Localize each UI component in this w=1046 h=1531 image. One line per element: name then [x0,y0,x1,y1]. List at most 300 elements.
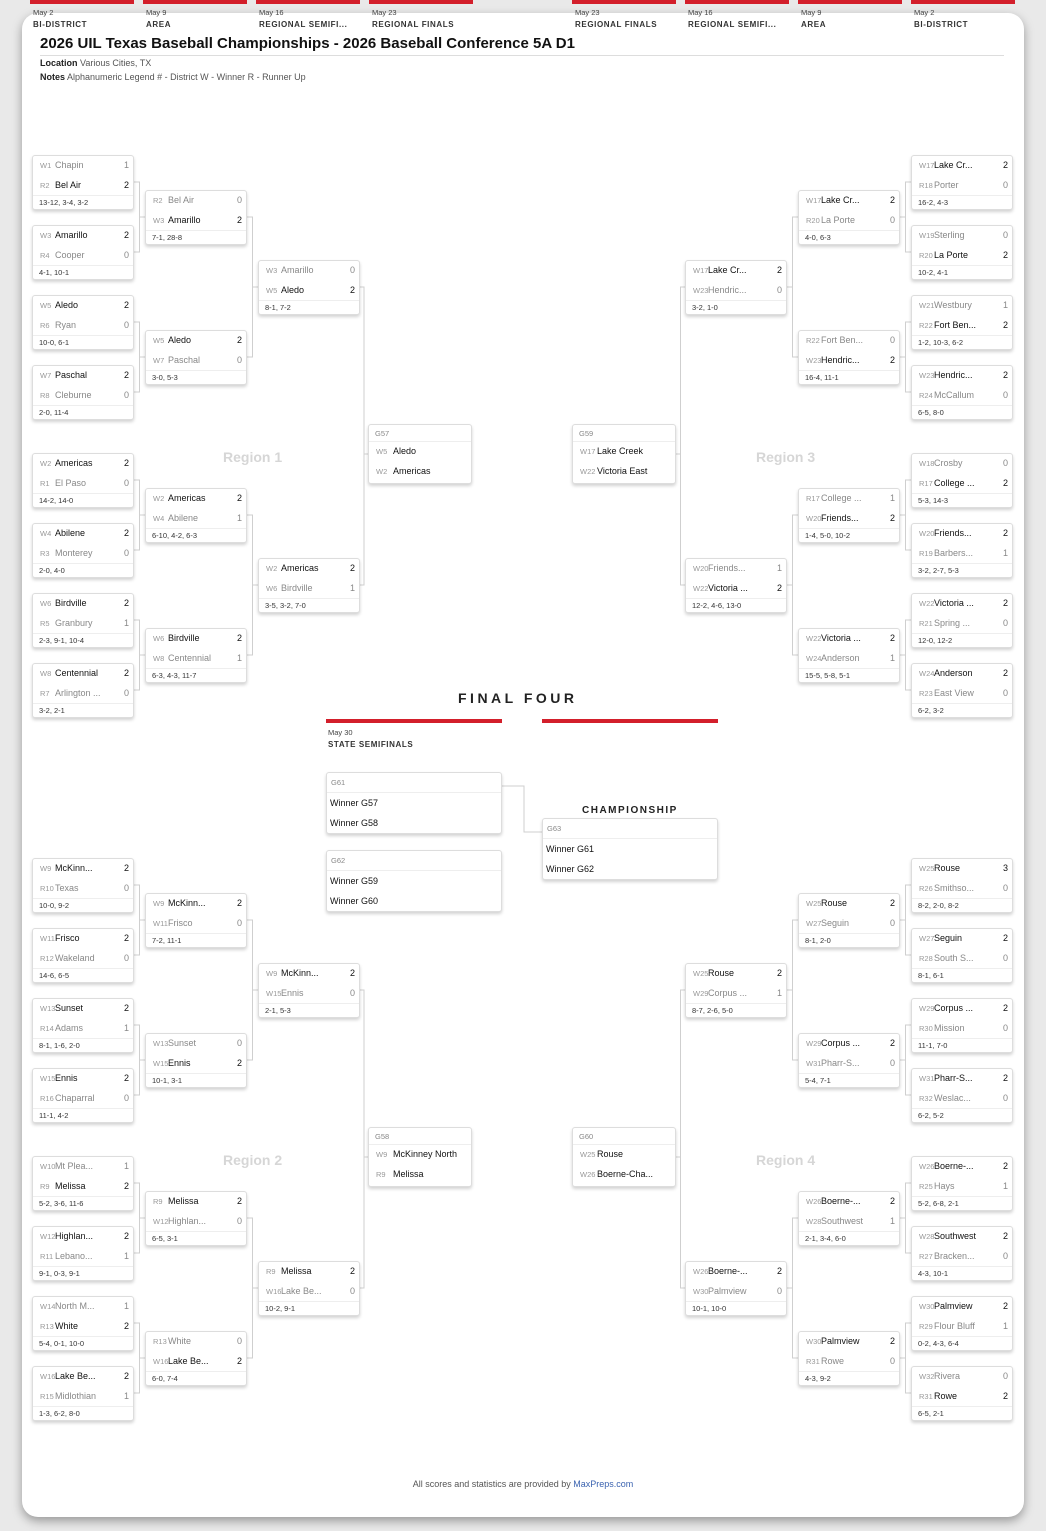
team-row[interactable] [912,246,1012,266]
team-row[interactable] [912,1247,1012,1267]
team-score: 2 [236,214,242,225]
team-score: 0 [236,1215,242,1226]
team-row[interactable] [799,489,899,509]
team-row[interactable] [33,1019,133,1039]
team-score: 2 [123,933,129,943]
bidistrict-right-match[interactable] [911,523,1013,578]
team-row[interactable] [33,1089,133,1109]
series-scores: 8-1, 7-2 [259,300,359,314]
team-row[interactable]: Winner G58 [330,818,379,828]
team-row[interactable] [33,386,133,406]
bidistrict-left-match[interactable] [32,365,134,420]
regsemi-left-match[interactable] [258,963,360,1018]
area-left-match[interactable] [145,1331,247,1386]
maxpreps-link[interactable]: MaxPreps.com [573,1479,634,1489]
bidistrict-left-match[interactable] [32,1068,134,1123]
area-right-match[interactable] [798,628,900,683]
team-score: 2 [1002,668,1008,678]
team-row[interactable] [912,999,1012,1019]
team-row[interactable] [799,191,899,211]
team-row[interactable] [912,1177,1012,1197]
team-seed: W6 [266,583,278,593]
team-row[interactable] [369,1145,471,1165]
team-row[interactable] [912,474,1012,494]
bidistrict-right-match[interactable] [911,928,1013,983]
team-row[interactable] [146,1212,246,1232]
bidistrict-left-match[interactable] [32,155,134,210]
team-score: 2 [889,195,895,205]
team-row[interactable] [259,579,359,599]
team-row[interactable] [146,894,246,914]
team-name: Adams [55,1022,84,1033]
team-row[interactable] [33,474,133,494]
team-name: Ennis [55,1073,78,1083]
team-row[interactable] [259,984,359,1004]
team-seed: W9 [266,969,278,978]
team-name: Anderson [934,668,973,678]
team-row[interactable] [912,684,1012,704]
team-score: 2 [1002,370,1008,380]
team-row[interactable] [912,1157,1012,1177]
area-right-match[interactable] [798,488,900,543]
team-name: Melissa [281,1266,312,1276]
team-row[interactable] [912,544,1012,564]
team-row[interactable] [686,579,786,599]
bidistrict-right-match[interactable] [911,1366,1013,1421]
team-row[interactable] [33,1247,133,1267]
team-row[interactable] [33,454,133,474]
team-row[interactable] [146,331,246,351]
team-row[interactable] [259,261,359,281]
team-row[interactable] [686,281,786,301]
game-id: G58 [369,1128,471,1145]
bidistrict-right-match[interactable] [911,453,1013,508]
team-row[interactable] [686,1262,786,1282]
team-seed: W27 [919,934,935,943]
team-score: 0 [889,917,895,928]
team-name: Hays [934,1180,955,1191]
championship-label: CHAMPIONSHIP [582,805,678,816]
round-date: May 2 [914,8,935,17]
team-row[interactable] [33,949,133,969]
team-row[interactable] [33,929,133,949]
team-row[interactable] [33,999,133,1019]
bidistrict-left-match[interactable] [32,1156,134,1211]
team-name: Paschal [168,354,201,365]
team-name: Highlan... [168,1215,207,1226]
bidistrict-right-match[interactable] [911,998,1013,1053]
bidistrict-right-match[interactable] [911,1068,1013,1123]
team-seed: R7 [40,688,50,698]
bidistrict-left-match[interactable] [32,523,134,578]
team-score: 0 [123,249,129,260]
series-scores: 5-2, 6-8, 2-1 [912,1196,1012,1210]
team-row[interactable] [33,246,133,266]
team-row[interactable] [912,226,1012,246]
team-row[interactable] [912,386,1012,406]
area-right-match[interactable] [798,330,900,385]
team-name: Victoria ... [708,582,748,593]
team-row[interactable] [33,544,133,564]
team-row[interactable] [799,649,899,669]
team-name: Crosby [934,458,963,468]
team-seed: R3 [40,548,50,558]
team-row[interactable] [912,156,1012,176]
team-row[interactable] [33,664,133,684]
team-name: Wakeland [55,952,95,963]
team-row[interactable] [33,1157,133,1177]
team-row[interactable] [912,859,1012,879]
team-seed: W15 [40,1074,56,1083]
team-seed: W9 [153,899,165,908]
regsemi-right-match[interactable] [685,1261,787,1316]
team-row[interactable] [259,1282,359,1302]
team-row[interactable] [33,879,133,899]
team-row[interactable]: Winner G60 [330,896,379,906]
team-row[interactable] [799,1352,899,1372]
bidistrict-right-match[interactable] [911,155,1013,210]
bidistrict-right-match[interactable] [911,225,1013,280]
bidistrict-left-match[interactable] [32,295,134,350]
area-right-match[interactable] [798,190,900,245]
series-scores: 10-2, 9-1 [259,1301,359,1315]
team-row[interactable] [912,176,1012,196]
team-name: Palmview [821,1336,860,1346]
team-name: Lake Cr... [821,195,860,205]
state-semifinal-g61[interactable] [326,772,502,834]
team-row[interactable] [573,1145,675,1165]
team-seed: R20 [806,215,820,225]
team-row[interactable] [799,1212,899,1232]
team-seed: W5 [40,301,52,310]
round-header-regsemi-left [256,0,360,34]
team-row[interactable] [912,1069,1012,1089]
team-row[interactable] [146,351,246,371]
team-row[interactable] [799,894,899,914]
team-row[interactable] [33,1317,133,1337]
team-row[interactable] [912,1019,1012,1039]
regsemi-right-match[interactable] [685,558,787,613]
team-row[interactable] [799,211,899,231]
team-row[interactable] [799,509,899,529]
team-name: Rowe [934,1390,958,1401]
team-row[interactable] [573,462,675,482]
team-score: 2 [123,230,129,240]
team-row[interactable] [146,914,246,934]
team-row[interactable] [33,1387,133,1407]
team-name: Aledo [168,335,192,345]
area-left-match[interactable] [145,330,247,385]
team-row[interactable] [33,316,133,336]
state-semifinal-g62[interactable] [326,850,502,912]
bidistrict-right-match[interactable] [911,1156,1013,1211]
team-row[interactable] [146,489,246,509]
team-row[interactable] [912,1227,1012,1247]
series-scores: 8-2, 2-0, 8-2 [912,898,1012,912]
team-row[interactable] [33,1227,133,1247]
team-seed: W2 [153,494,165,503]
team-name: Melissa [168,1196,199,1206]
team-row[interactable] [912,949,1012,969]
team-row[interactable] [799,1034,899,1054]
team-row[interactable] [33,176,133,196]
team-row[interactable]: Winner G59 [330,876,379,886]
team-row[interactable] [146,1034,246,1054]
team-score: 0 [1002,952,1008,963]
team-row[interactable] [573,1165,675,1185]
team-row[interactable] [799,331,899,351]
team-name: Mission [934,1022,965,1033]
team-row[interactable] [912,316,1012,336]
team-seed: R22 [806,336,820,345]
team-seed: R19 [919,548,933,558]
bidistrict-right-match[interactable] [911,858,1013,913]
team-row[interactable] [912,929,1012,949]
team-row[interactable] [33,1367,133,1387]
round-date: May 23 [372,8,397,17]
team-row[interactable] [146,1332,246,1352]
championship-g63[interactable] [542,818,718,880]
team-row[interactable] [369,462,471,482]
bidistrict-left-match[interactable] [32,453,134,508]
team-score: 1 [776,987,782,998]
team-row[interactable] [369,442,471,462]
team-row[interactable] [146,211,246,231]
area-left-match[interactable] [145,1033,247,1088]
team-row[interactable] [799,629,899,649]
team-score: 0 [349,265,355,275]
area-right-match[interactable] [798,1331,900,1386]
bidistrict-left-match[interactable] [32,998,134,1053]
team-score: 2 [776,968,782,978]
team-row[interactable] [912,1317,1012,1337]
area-left-match[interactable] [145,190,247,245]
team-row[interactable] [912,366,1012,386]
team-seed: W25 [806,899,822,908]
area-left-match[interactable] [145,628,247,683]
bidistrict-right-match[interactable] [911,365,1013,420]
team-seed: R9 [376,1169,386,1179]
area-right-match[interactable] [798,1033,900,1088]
team-row[interactable] [33,296,133,316]
team-seed: W10 [40,1162,56,1171]
team-row[interactable] [799,914,899,934]
team-row[interactable] [259,1262,359,1282]
team-name: Boerne-Cha... [597,1168,654,1179]
team-row[interactable] [686,964,786,984]
team-row[interactable] [146,1192,246,1212]
team-row[interactable] [33,226,133,246]
team-row[interactable] [259,964,359,984]
team-row[interactable] [146,509,246,529]
team-seed: W9 [376,1150,388,1159]
team-seed: W27 [806,918,822,928]
team-name: Anderson [821,652,860,663]
team-name: Rouse [821,898,848,908]
team-seed: W17 [806,196,822,205]
series-scores: 14-6, 6-5 [33,968,133,982]
team-row[interactable] [799,1054,899,1074]
team-name: College ... [821,493,862,503]
team-row[interactable] [912,1297,1012,1317]
team-row[interactable]: Winner G62 [546,864,595,874]
team-name: Westbury [934,300,972,310]
region-label-2: Region 2 [223,1152,283,1168]
bidistrict-right-match[interactable] [911,663,1013,718]
area-right-match[interactable] [798,1191,900,1246]
team-name: Seguin [821,917,850,928]
game-id: G62 [327,851,501,871]
team-name: Abilene [55,528,86,538]
regional-final-g59[interactable] [572,424,676,484]
team-score: 2 [776,265,782,275]
team-row[interactable] [33,366,133,386]
regional-final-g57[interactable] [368,424,472,484]
team-score: 0 [236,1336,242,1346]
team-name: North M... [55,1301,95,1311]
team-row[interactable] [259,559,359,579]
team-name: Weslac... [934,1092,971,1103]
team-row[interactable] [33,614,133,634]
team-row[interactable] [33,684,133,704]
team-row[interactable] [912,664,1012,684]
series-scores: 16-4, 11-1 [799,370,899,384]
team-row[interactable] [146,629,246,649]
team-row[interactable] [33,1069,133,1089]
team-score: 0 [1002,617,1008,628]
team-name: Granbury [55,617,93,628]
area-left-match[interactable] [145,488,247,543]
team-row[interactable] [686,1282,786,1302]
team-row[interactable] [33,594,133,614]
team-name: Palmview [934,1301,973,1311]
bidistrict-right-match[interactable] [911,1296,1013,1351]
regsemi-left-match[interactable] [258,260,360,315]
team-row[interactable] [912,454,1012,474]
bidistrict-left-match[interactable] [32,1366,134,1421]
team-seed: R30 [919,1023,933,1033]
team-row[interactable] [799,1192,899,1212]
team-row[interactable] [912,1089,1012,1109]
team-row[interactable] [146,649,246,669]
regsemi-right-match[interactable] [685,963,787,1018]
team-name: South S... [934,952,974,963]
team-seed: R32 [919,1093,933,1103]
series-scores: 10-1, 10-0 [686,1301,786,1315]
bidistrict-left-match[interactable] [32,928,134,983]
bidistrict-left-match[interactable] [32,858,134,913]
regional-final-g58[interactable] [368,1127,472,1187]
team-seed: R10 [40,883,54,893]
team-row[interactable] [146,1054,246,1074]
team-seed: W17 [580,447,596,456]
team-row[interactable] [912,1367,1012,1387]
team-name: Southwest [934,1231,977,1241]
team-row[interactable] [369,1165,471,1185]
series-scores: 5-2, 3-6, 11-6 [33,1196,133,1210]
notes-label: Notes [40,72,66,82]
team-row[interactable] [912,1387,1012,1407]
regsemi-right-match[interactable] [685,260,787,315]
team-row[interactable] [912,614,1012,634]
bidistrict-left-match[interactable] [32,593,134,648]
bidistrict-left-match[interactable] [32,663,134,718]
team-seed: W22 [693,583,709,593]
semis-date: May 30 [328,728,353,737]
team-seed: W26 [580,1169,596,1179]
team-score: 2 [236,633,242,643]
team-name: Birdville [168,633,200,643]
team-row[interactable] [912,524,1012,544]
team-row[interactable] [146,1352,246,1372]
team-score: 2 [123,300,129,310]
team-score: 2 [236,493,242,503]
team-seed: R20 [919,250,933,260]
team-row[interactable] [33,156,133,176]
team-score: 0 [889,1355,895,1366]
team-row[interactable] [573,442,675,462]
team-row[interactable]: Winner G57 [330,798,379,808]
team-seed: R9 [153,1197,163,1206]
team-score: 0 [123,1092,129,1103]
team-row[interactable] [33,859,133,879]
team-name: East View [934,687,974,698]
team-seed: W32 [919,1372,935,1381]
team-row[interactable] [686,984,786,1004]
team-row[interactable] [33,524,133,544]
team-row[interactable] [686,559,786,579]
team-row[interactable] [259,281,359,301]
round-name: AREA [801,20,827,29]
bidistrict-right-match[interactable] [911,593,1013,648]
series-scores: 11-1, 4-2 [33,1108,133,1122]
area-left-match[interactable] [145,1191,247,1246]
area-left-match[interactable] [145,893,247,948]
team-row[interactable] [912,879,1012,899]
regional-final-g60[interactable] [572,1127,676,1187]
bidistrict-left-match[interactable] [32,1226,134,1281]
team-row[interactable] [686,261,786,281]
area-right-match[interactable] [798,893,900,948]
team-score: 2 [1002,477,1008,488]
round-date: May 16 [688,8,713,17]
team-seed: W25 [580,1150,596,1159]
team-name: Fort Ben... [821,335,864,345]
team-seed: W21 [919,301,935,310]
team-row[interactable]: Winner G61 [546,844,595,854]
team-name: Friends... [821,512,859,523]
team-row[interactable] [799,1332,899,1352]
team-row[interactable] [912,594,1012,614]
bidistrict-left-match[interactable] [32,1296,134,1351]
notes-value: Alphanumeric Legend # - District W - Winner R - Runner Up [67,72,306,82]
team-row[interactable] [912,296,1012,316]
bidistrict-left-match[interactable] [32,225,134,280]
bidistrict-right-match[interactable] [911,295,1013,350]
team-row[interactable] [146,191,246,211]
team-row[interactable] [33,1177,133,1197]
team-seed: W15 [266,988,282,998]
team-score: 1 [123,1301,129,1311]
regsemi-left-match[interactable] [258,558,360,613]
team-row[interactable] [799,351,899,371]
team-score: 0 [123,547,129,558]
bidistrict-right-match[interactable] [911,1226,1013,1281]
series-scores: 11-1, 7-0 [912,1038,1012,1052]
team-row[interactable] [33,1297,133,1317]
team-seed: R15 [40,1391,54,1401]
regsemi-left-match[interactable] [258,1261,360,1316]
